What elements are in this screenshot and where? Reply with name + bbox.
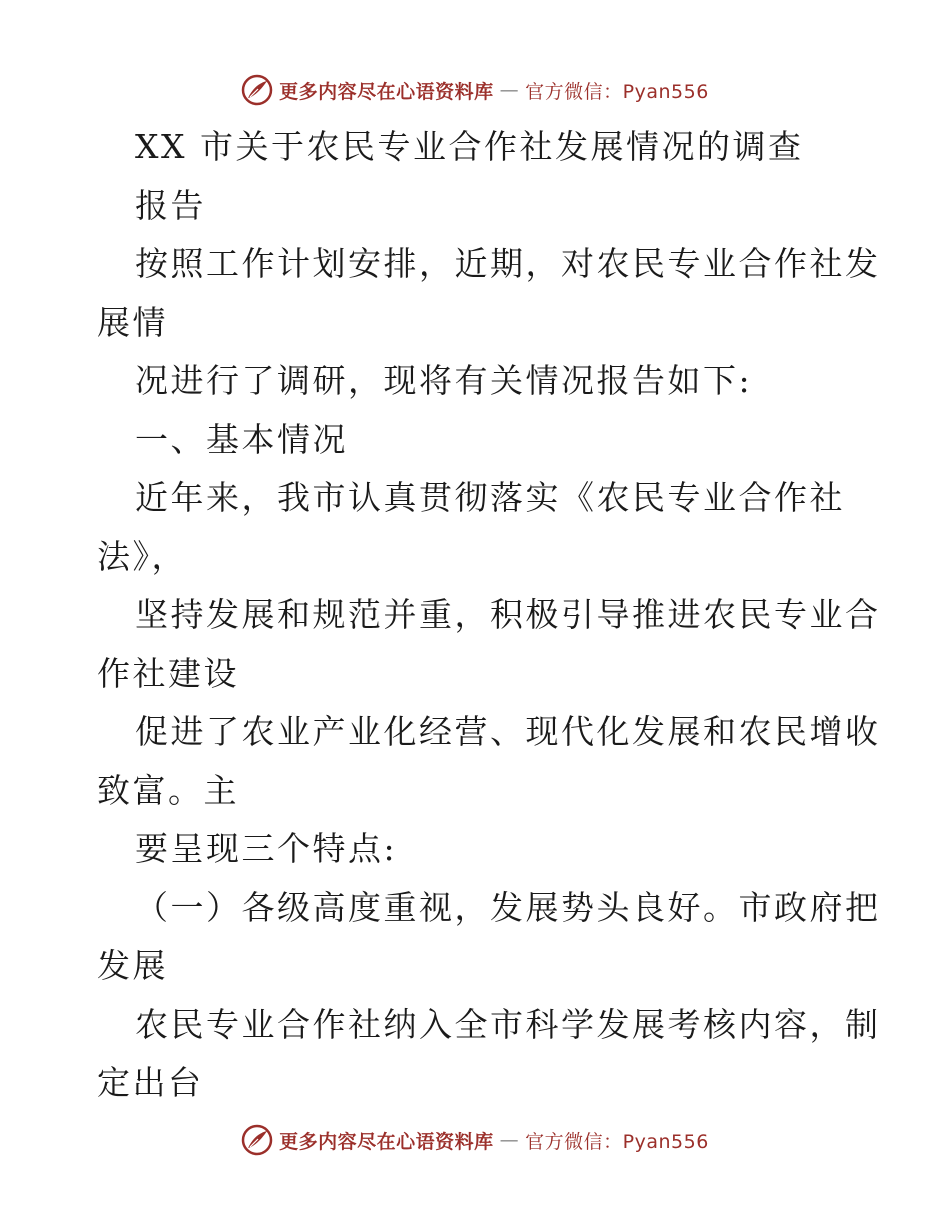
doc-line: 法》，	[97, 536, 187, 576]
doc-line: 按照工作计划安排，近期，对农民专业合作社发	[135, 244, 881, 283]
doc-line: 作社建设	[97, 653, 239, 693]
quill-logo-icon	[241, 74, 273, 106]
watermark-group	[241, 1124, 709, 1156]
doc-line: 展情	[97, 302, 168, 342]
doc-line: 况进行了调研，现将有关情况报告如下:	[135, 361, 753, 400]
watermark-brand-text: 更多内容尽在心语资料库	[279, 1130, 494, 1153]
doc-line: 报告	[135, 185, 206, 225]
doc-line: XX 市关于农民专业合作社发展情况的调查	[135, 127, 804, 166]
footer-watermark	[0, 1120, 950, 1160]
doc-line: 近年来，我市认真贯彻落实《农民专业合作社	[135, 478, 845, 517]
section-heading: 一、基本情况	[135, 419, 348, 459]
watermark-wechat-text: 官方微信：Pyan556	[525, 1130, 709, 1153]
header-watermark	[0, 70, 950, 110]
watermark-separator: —	[499, 1129, 520, 1151]
watermark-group	[241, 74, 709, 106]
subsection-heading: （一）各级高度重视，发展势头良好。市政府把	[135, 887, 881, 927]
doc-line: 致富。主	[97, 770, 239, 810]
doc-line: 发展	[97, 946, 168, 985]
doc-line: 定出台	[97, 1063, 204, 1102]
watermark-wechat-text: 官方微信：Pyan556	[525, 80, 709, 103]
document-body	[97, 118, 881, 1113]
quill-logo-icon	[241, 1124, 273, 1156]
doc-line: 要呈现三个特点:	[135, 829, 398, 868]
doc-line: 农民专业合作社纳入全市科学发展考核内容，制	[135, 1004, 881, 1044]
watermark-brand-text: 更多内容尽在心语资料库	[279, 80, 494, 103]
watermark-separator: —	[499, 79, 520, 101]
doc-line: 促进了农业产业化经营、现代化发展和农民增收	[135, 712, 881, 751]
doc-line: 坚持发展和规范并重，积极引导推进农民专业合	[135, 595, 881, 634]
